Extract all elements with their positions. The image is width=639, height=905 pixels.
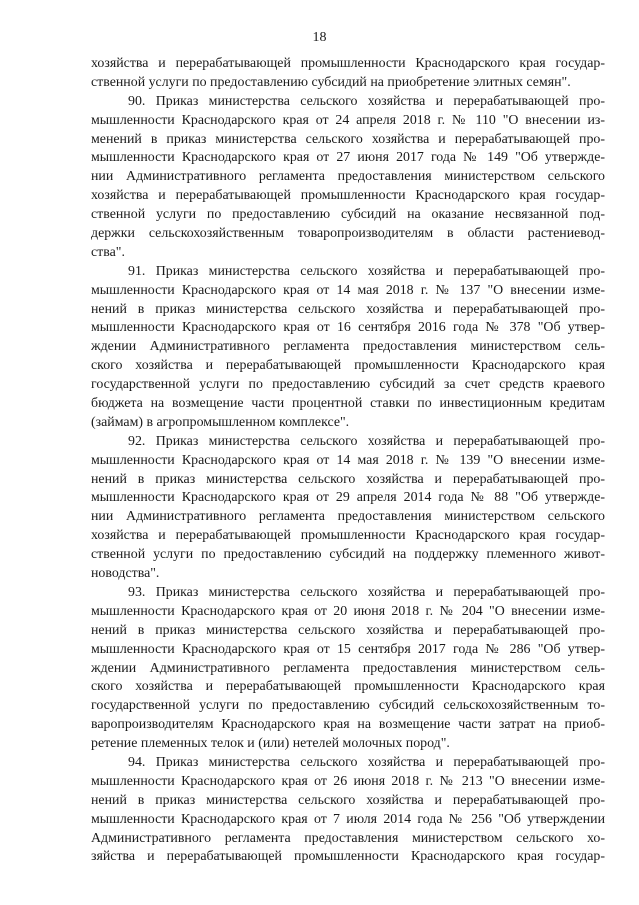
text-line: мышленности Краснодарского края от 16 сентября 2016 года № 378 "Об утвер- xyxy=(91,320,605,336)
text-line: нений в приказ министерства сельского хозяйства и перерабатывающей про- xyxy=(91,471,605,487)
text-line: ского хозяйства и перерабатывающей промышленности Краснодарского края xyxy=(91,679,605,695)
text-line: варопроизводителям Краснодарского края на возмещение части затрат на приоб- xyxy=(91,717,605,733)
text-line: мышленности Краснодарского края от 20 июня 2018 г. № 204 "О внесении изме- xyxy=(91,603,605,619)
text-line: менений в приказ министерства сельского хозяйства и перерабатывающей про- xyxy=(91,131,605,147)
paragraph-90-first-line: 90. Приказ министерства сельского хозяйства и перерабатывающей про- xyxy=(128,93,605,109)
text-line: мышленности Краснодарского края от 29 апреля 2014 года № 88 "Об утвержде- xyxy=(91,490,605,506)
text-line: Административного регламента предоставления министерством сельского хо- xyxy=(91,830,605,846)
text-line: нии Административного регламента предоставления министерством сельского xyxy=(91,169,605,185)
paragraph-91-first-line: 91. Приказ министерства сельского хозяйства и перерабатывающей про- xyxy=(128,263,605,279)
text-line: хозяйства и перерабатывающей промышленности Краснодарского края государ- xyxy=(91,528,605,544)
text-line: ственной услуги по предоставлению субсидий на приобретение элитных семян". xyxy=(91,74,571,90)
text-line: мышленности Краснодарского края от 15 сентября 2017 года № 286 "Об утвер- xyxy=(91,641,605,657)
text-line: ждении Административного регламента предоставления министерством сель- xyxy=(91,660,605,676)
text-line: нений в приказ министерства сельского хозяйства и перерабатывающей про- xyxy=(91,622,605,638)
text-line: (займам) в агропромышленном комплексе". xyxy=(91,414,350,430)
document-body xyxy=(91,55,605,867)
text-line: мышленности Краснодарского края от 14 мая 2018 г. № 137 "О внесении изме- xyxy=(91,282,605,298)
text-line: новодства". xyxy=(91,566,160,582)
text-line: мышленности Краснодарского края от 14 мая 2018 г. № 139 "О внесении изме- xyxy=(91,452,605,468)
text-line: ретение племенных телок и (или) нетелей молочных пород". xyxy=(91,736,450,752)
text-line: нений в приказ министерства сельского хозяйства и перерабатывающей про- xyxy=(91,301,605,317)
text-line: держки сельскохозяйственным товаропроизводителям в области растениевод- xyxy=(91,226,605,242)
text-line: мышленности Краснодарского края от 24 апреля 2018 г. № 110 "О внесении из- xyxy=(91,112,605,128)
text-line: ственной услуги по предоставлению субсидий на поддержку племенного живот- xyxy=(91,547,605,563)
text-line: ждении Административного регламента предоставления министерством сель- xyxy=(91,339,605,355)
page-number: 18 xyxy=(312,30,327,45)
text-line: зяйства и перерабатывающей промышленности Краснодарского края государ- xyxy=(91,849,605,865)
paragraph-94-first-line: 94. Приказ министерства сельского хозяйства и перерабатывающей про- xyxy=(128,754,605,770)
text-line: нии Административного регламента предоставления министерством сельского xyxy=(91,509,605,525)
text-line: мышленности Краснодарского края от 27 июня 2017 года № 149 "Об утвержде- xyxy=(91,150,605,166)
text-line: ства". xyxy=(91,244,125,260)
text-line: хозяйства и перерабатывающей промышленности Краснодарского края государ- xyxy=(91,188,605,204)
paragraph-93-first-line: 93. Приказ министерства сельского хозяйства и перерабатывающей про- xyxy=(128,584,605,600)
text-line: нений в приказ министерства сельского хозяйства и перерабатывающей про- xyxy=(91,792,605,808)
text-line: мышленности Краснодарского края от 26 июня 2018 г. № 213 "О внесении изме- xyxy=(91,773,605,789)
text-line: ственной услуги по предоставлению субсидий на оказание несвязанной под- xyxy=(91,207,605,223)
text-line: бюджета на возмещение части процентной ставки по инвестиционным кредитам xyxy=(91,396,605,412)
text-line: государственной услуги по предоставлению субсидий сельскохозяйственным то- xyxy=(91,698,605,714)
text-line: ского хозяйства и перерабатывающей промышленности Краснодарского края xyxy=(91,358,605,374)
text-line: государственной услуги по предоставлению субсидий за счет средств краевого xyxy=(91,377,605,393)
text-line: мышленности Краснодарского края от 7 июля 2014 года № 256 "Об утверждении xyxy=(91,811,605,827)
text-line: хозяйства и перерабатывающей промышленности Краснодарского края государ- xyxy=(91,56,605,71)
paragraph-92-first-line: 92. Приказ министерства сельского хозяйства и перерабатывающей про- xyxy=(128,433,605,449)
